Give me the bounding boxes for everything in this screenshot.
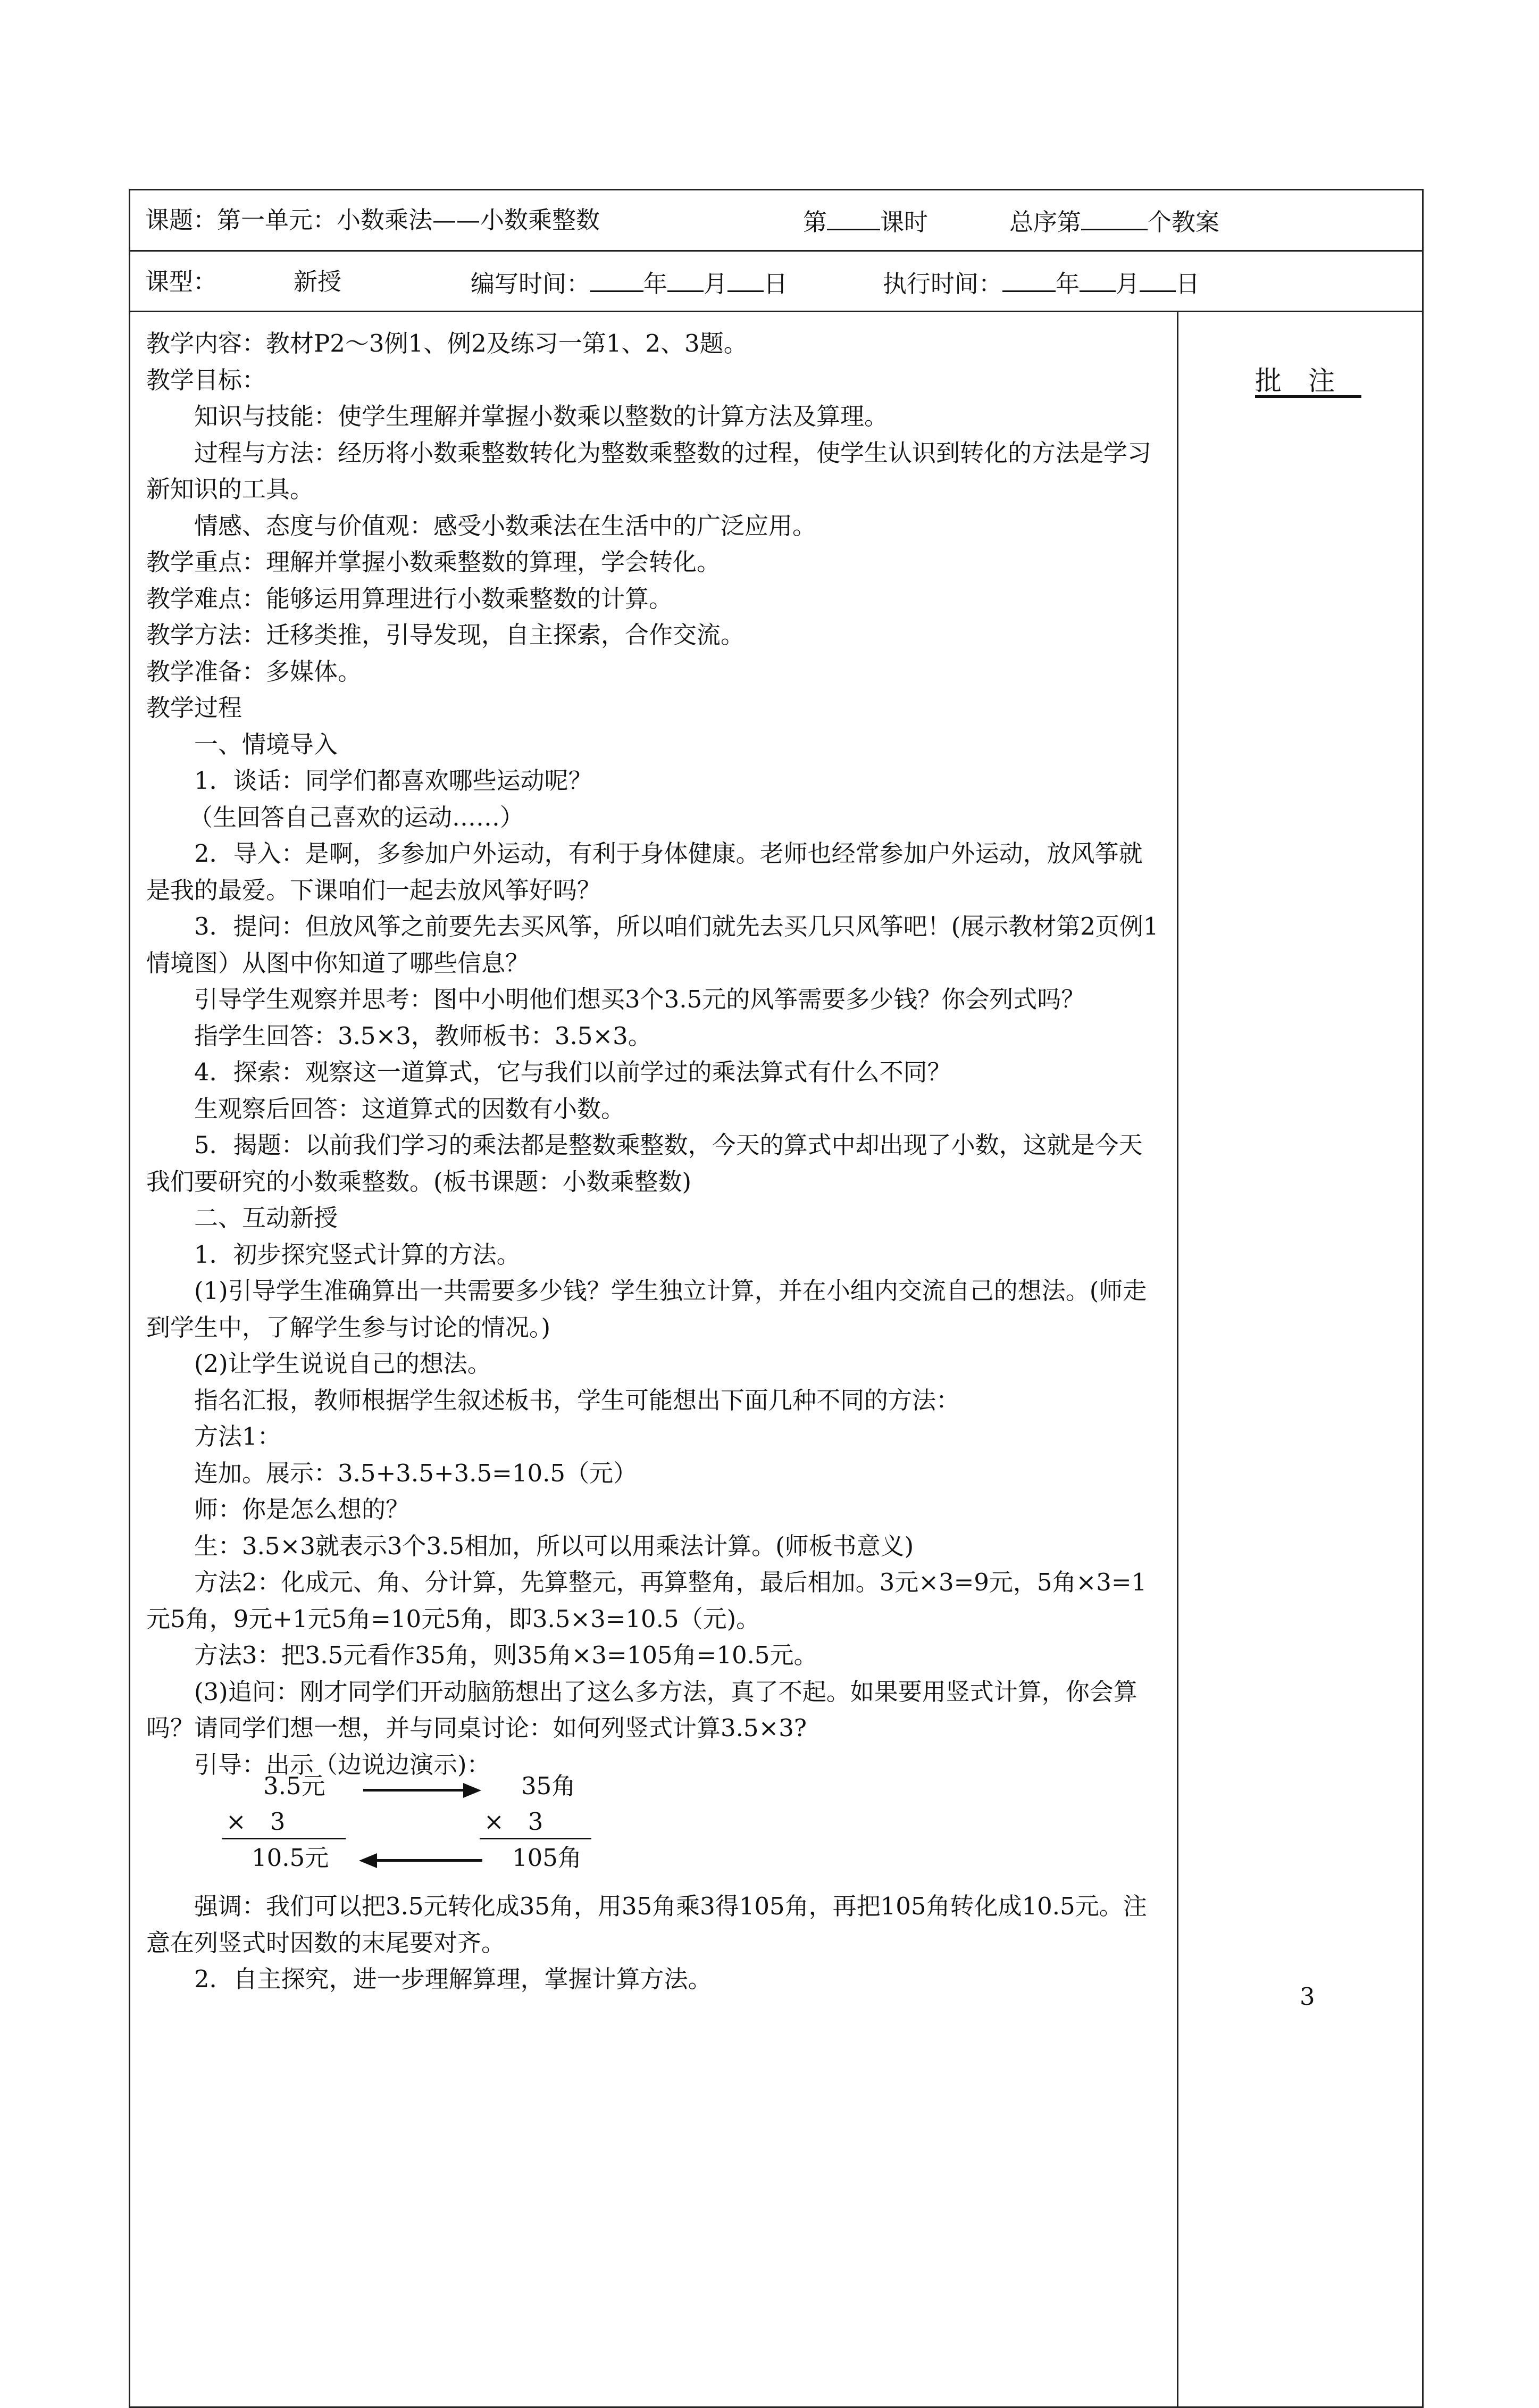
body-line: (3)追问：刚才同学们开动脑筋想出了这么多方法，真了不起。如果要用竖式计算，你会算吗？请同学们想一想，并与同桌讨论：如何列竖式计算3.5×3? [146,1677,1137,1742]
body-line: 教学方法：迁移类推，引导发现，自主探索，合作交流。 [146,621,745,649]
write-time-label: 编写时间： [471,270,591,298]
body-line: 过程与方法：经历将小数乘整数转化为整数乘整数的过程，使学生认识到转化的方法是学习新知识的工具。 [146,438,1152,503]
body-line: 方法1： [194,1422,281,1451]
body-line: 2．自主探究，进一步理解算理，掌握计算方法。 [194,1965,712,1993]
body-line: 连加。展示：3.5+3.5+3.5=10.5（元） [194,1459,638,1487]
column-divider [1177,311,1178,2408]
exec-month-blank [1080,266,1116,292]
row-divider-2 [129,311,1424,312]
write-year: 年 [643,270,668,298]
body-line: 3．提问：但放风筝之前要先去买风筝，所以咱们就先去买几只风筝吧！(展示教材第2页例1情境图）从图中你知道了哪些信息？ [146,912,1159,977]
page-number: 3 [1300,1982,1315,2011]
type-value: 新授 [294,268,342,296]
calc-right-top: 35角 [521,1772,576,1800]
body-line: 2．导入：是啊，多参加户外运动，有利于身体健康。老师也经常参加户外运动，放风筝就是我的最爱。下课咱们一起去放风筝好吗？ [146,839,1143,904]
body-line: 师：你是怎么想的？ [194,1495,410,1523]
exec-time-label: 执行时间： [883,270,1003,298]
exec-day-blank [1140,266,1176,292]
write-time [471,266,788,300]
topic-label: 课题：第一单元：小数乘法——小数乘整数 [145,206,600,234]
write-month: 月 [704,270,728,298]
body-line: 4．探索：观察这一道算式，它与我们以前学过的乘法算式有什么不同？ [194,1058,951,1086]
body-line: 引导：出示（边说边演示)： [194,1750,491,1779]
arrow-left-icon [359,1853,377,1868]
body-line: 教学难点：能够运用算理进行小数乘整数的计算。 [146,584,673,613]
body-line: 情感、态度与价值观：感受小数乘法在生活中的广泛应用。 [194,511,817,540]
calc-right-mul: × 3 [484,1807,543,1836]
body-line: 知识与技能：使学生理解并掌握小数乘以整数的计算方法及算理。 [194,402,889,430]
body-line: （生回答自己喜欢的运动……） [189,803,524,831]
lesson-number [803,204,928,238]
arrow-right-line [363,1789,464,1792]
body-line: 1．谈话：同学们都喜欢哪些运动呢？ [194,766,592,795]
body-line: 生观察后回答：这道算式的因数有小数。 [194,1094,625,1123]
body-line: 一、情境导入 [194,730,338,759]
calc-right-result: 105角 [512,1844,582,1872]
lesson-prefix: 第 [803,208,827,236]
body-line: 方法3：把3.5元看作35角，则35角×3=105角=10.5元。 [194,1641,818,1669]
serial-suffix: 个教案 [1148,208,1220,236]
body-line: 方法2：化成元、角、分计算，先算整元，再算整角，最后相加。3元×3=9元，5角×3=1元5角，9元+1元5角=10元5角，即3.5×3=10.5（元)。 [146,1568,1147,1633]
body-line: 5．揭题：以前我们学习的乘法都是整数乘整数，今天的算式中却出现了小数，这就是今天我们要研究的小数乘整数。(板书课题：小数乘整数) [146,1131,1143,1196]
serial-prefix: 总序第 [1009,208,1082,236]
write-day-blank [727,266,764,292]
arrow-left-line [376,1859,482,1862]
exec-year-blank [1002,266,1056,292]
exec-month: 月 [1116,270,1140,298]
body-line: 教学内容：教材P2～3例1、例2及练习一第1、2、3题。 [146,329,748,357]
exec-day: 日 [1176,270,1200,298]
lesson-blank [827,204,880,230]
topic-row [145,204,600,236]
body-line: (2)让学生说说自己的想法。 [194,1349,491,1378]
lesson-suffix: 课时 [880,208,929,236]
body-line: 1．初步探究竖式计算的方法。 [194,1240,521,1269]
type-row [145,266,217,298]
calc-left-mul: × 3 [226,1807,286,1836]
body-line: 指名汇报，教师根据学生叙述板书，学生可能想出下面几种不同的方法： [194,1386,960,1414]
row-divider-1 [129,250,1424,252]
exec-year: 年 [1056,270,1080,298]
write-month-blank [667,266,704,292]
calc-right-rule [480,1838,591,1839]
lesson-body-continued [146,1888,1159,1998]
body-line: 二、互动新授 [194,1204,338,1232]
calc-left-top: 3.5元 [263,1772,325,1800]
exec-time [883,266,1200,300]
write-year-blank [590,266,643,292]
write-day: 日 [764,270,788,298]
lesson-body [146,326,1159,1783]
body-line: (1)引导学生准确算出一共需要多少钱？学生独立计算，并在小组内交流自己的想法。(师走到学生中，了解学生参与讨论的情况。) [146,1277,1147,1342]
serial-blank [1081,204,1148,230]
body-line: 强调：我们可以把3.5元转化成35角，用35角乘3得105角，再把105角转化成10.5元。注意在列竖式时因数的末尾要对齐。 [146,1892,1147,1957]
calc-left-rule [222,1838,346,1839]
body-line: 教学目标： [146,365,266,394]
body-line: 教学重点：理解并掌握小数乘整数的算理，学会转化。 [146,548,721,576]
arrow-right-icon [463,1783,481,1798]
serial-number [1009,204,1219,238]
calc-left-result: 10.5元 [252,1844,329,1872]
body-line: 引导学生观察并思考：图中小明他们想买3个3.5元的风筝需要多少钱？你会列式吗？ [194,985,1085,1013]
body-line: 指学生回答：3.5×3，教师板书：3.5×3。 [194,1021,652,1050]
body-line: 教学过程 [146,694,242,722]
annotation-title: 批注 [1255,365,1361,396]
body-line: 教学准备：多媒体。 [146,657,362,686]
body-line: 生：3.5×3就表示3个3.5相加，所以可以用乘法计算。(师板书意义) [194,1531,914,1560]
type-label: 课型： [145,268,218,296]
